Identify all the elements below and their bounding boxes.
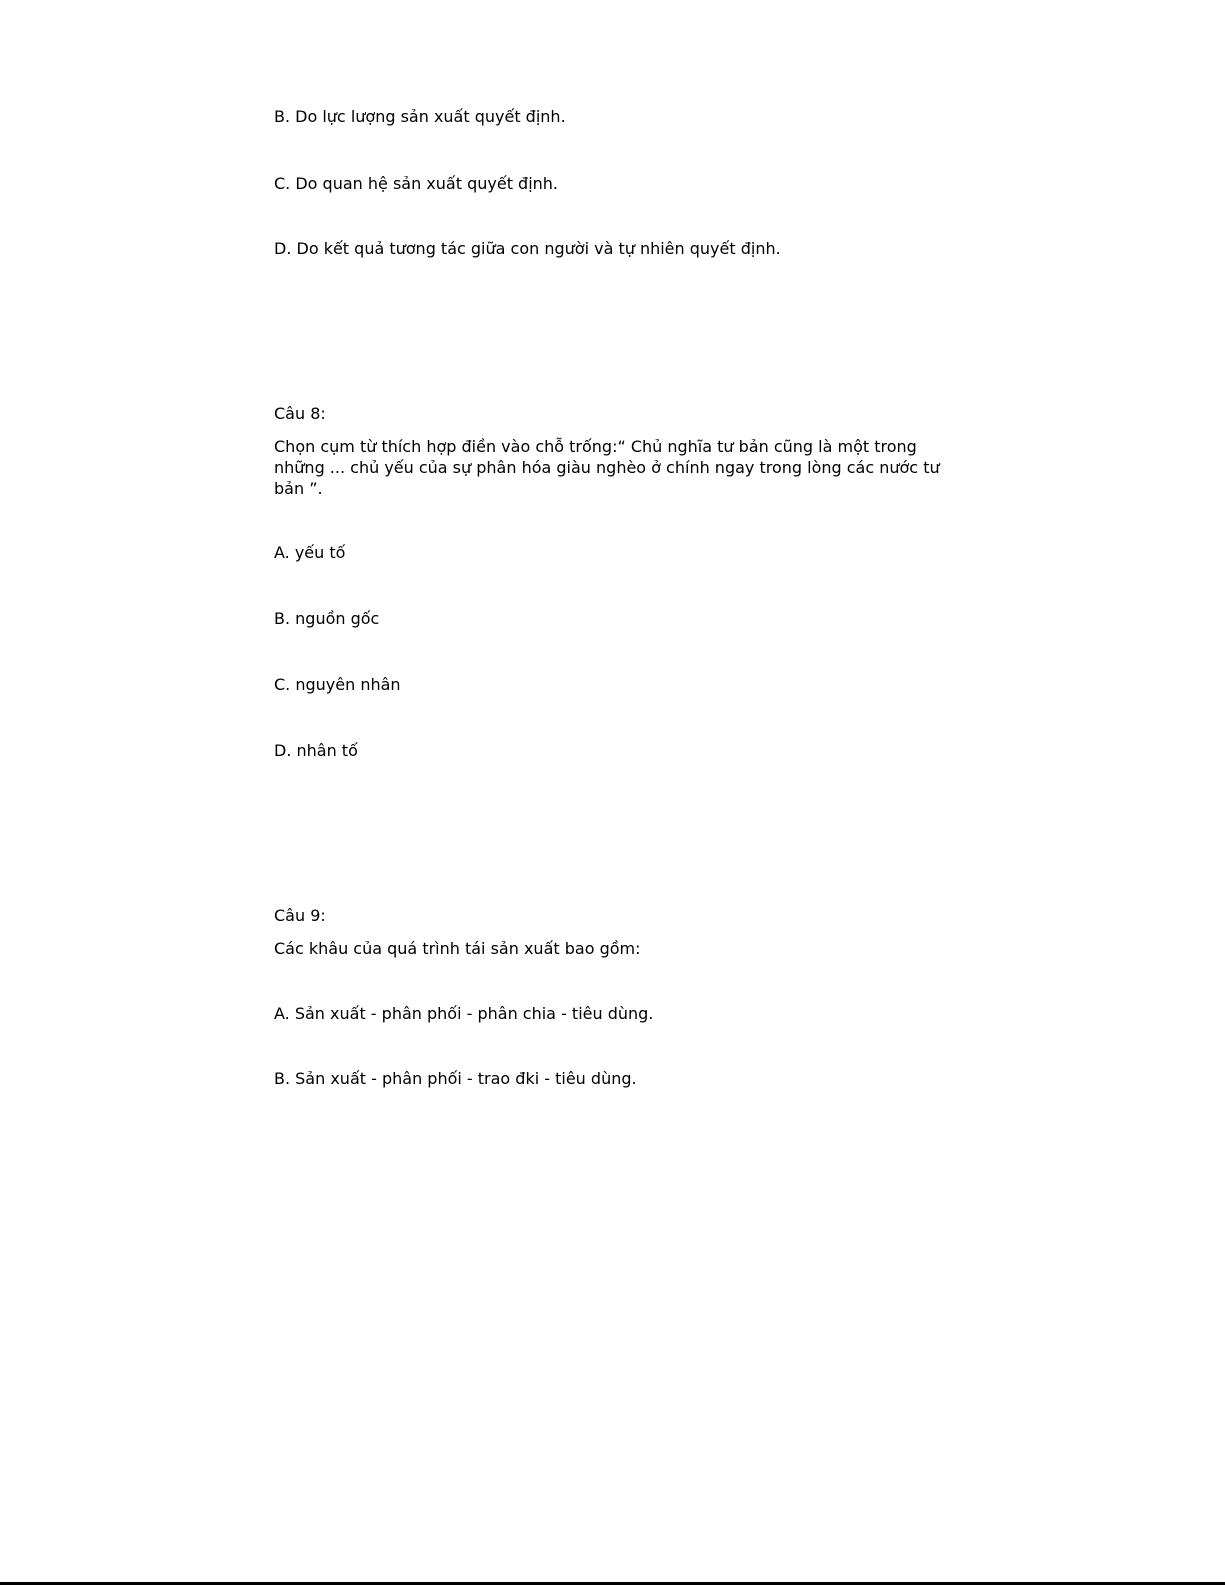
q8-option-a: A. yếu tố [274,543,346,562]
q8-option-d: D. nhân tố [274,741,358,760]
q7-option-d: D. Do kết quả tương tác giữa con người và tự nhiên quyết định. [274,239,781,258]
q9-option-b: B. Sản xuất - phân phối - trao đki - tiêu dùng. [274,1069,637,1088]
q7-option-c: C. Do quan hệ sản xuất quyết định. [274,174,559,193]
q9-prompt: Các khâu của quá trình tái sản xuất bao gồm: [274,939,641,958]
q8-option-c: C. nguyên nhân [274,675,401,694]
q8-label: Câu 8: [274,404,326,423]
q9-label: Câu 9: [274,906,326,925]
q8-prompt: Chọn cụm từ thích hợp điền vào chỗ trống:“ Chủ nghĩa tư bản cũng là một trong những ... chủ yếu của sự phân hóa giàu nghèo ở chính ngay trong lòng các nước tư bản ”. [274,437,940,498]
q8-option-b: B. nguồn gốc [274,609,380,628]
q7-option-b: B. Do lực lượng sản xuất quyết định. [274,107,566,126]
q9-option-a: A. Sản xuất - phân phối - phân chia - tiêu dùng. [274,1004,654,1023]
